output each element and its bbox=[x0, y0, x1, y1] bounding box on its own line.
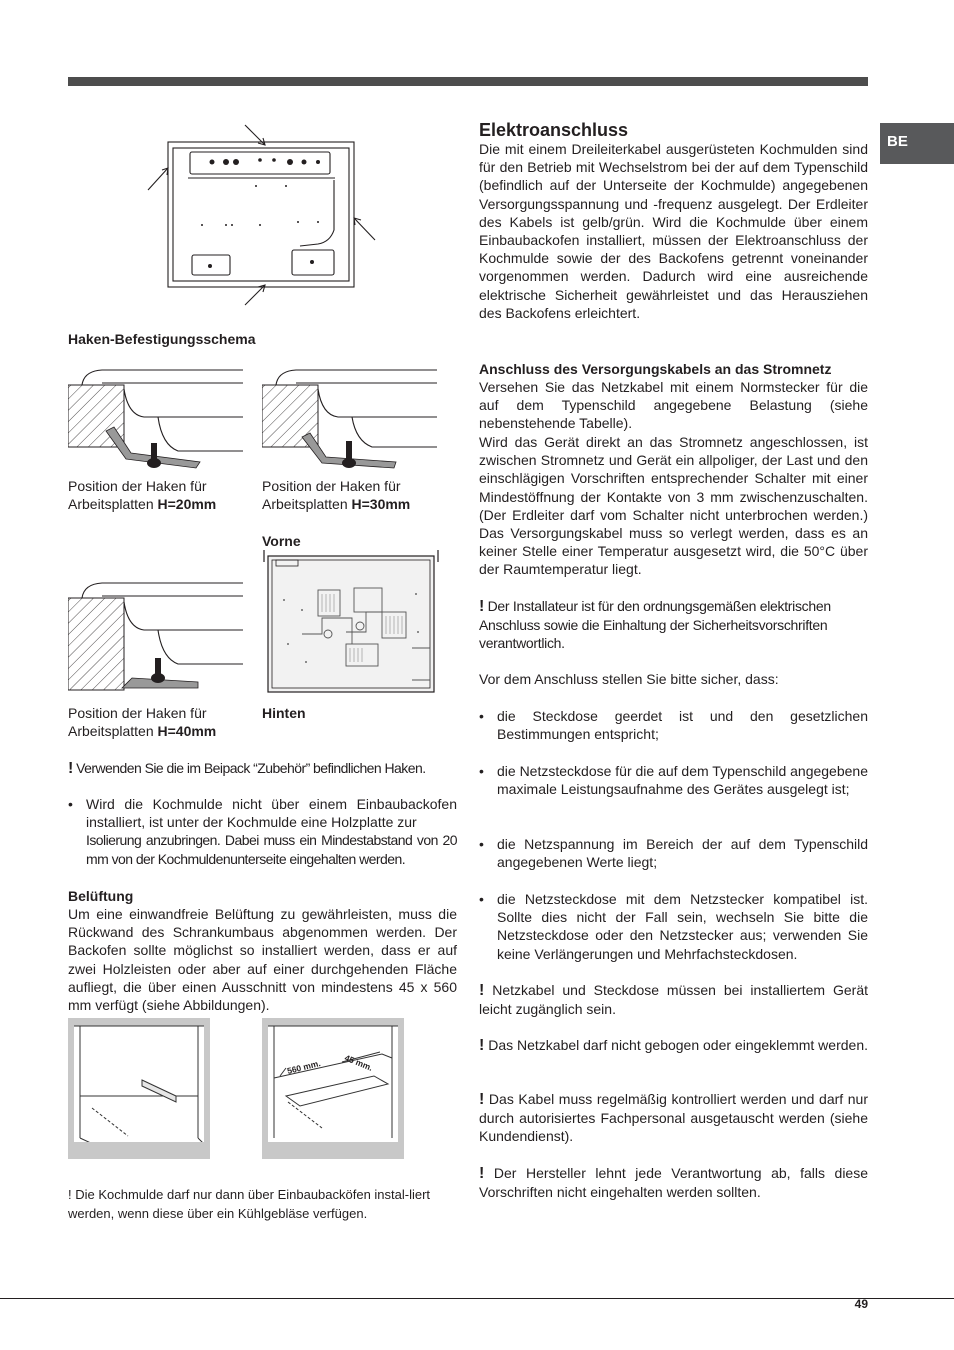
label-front: Vorne bbox=[262, 533, 301, 549]
language-tab: BE bbox=[880, 123, 954, 164]
note-cooling-fan: ! Die Kochmulde darf nur dann über Einbaubacköfen instal-liert werden, wenn diese über ein Kühlgebläse verfügen. bbox=[68, 1187, 431, 1221]
hob-hook-diagram bbox=[140, 120, 380, 310]
hob-underside-diagram bbox=[262, 548, 440, 696]
warning-installer: ! Der Installateur ist für den ordnungsgemäßen elektrischen Anschluss sowie die Einhaltung der Sicherheitsvorschriften verantwortlich. bbox=[479, 598, 831, 652]
checklist-item: • die Netzsteckdose für die auf dem Typenschild angegebene maximale Leistungsaufnahme des Gerätes ausgelegt ist; bbox=[479, 763, 868, 798]
subheading-power-cable: Anschluss des Versorgungskabels an das Stromnetz bbox=[479, 361, 832, 377]
hook-detail-40mm bbox=[68, 578, 244, 696]
header-rule bbox=[68, 77, 868, 86]
warning-liability: ! Der Hersteller lehnt jede Verantwortung ab, falls diese Vorschriften nicht eingehalten werden sollten. bbox=[479, 1165, 868, 1201]
footer-rule bbox=[0, 1298, 954, 1299]
page-number: 49 bbox=[854, 1297, 868, 1311]
checklist-intro: Vor dem Anschluss stellen Sie bitte sicher, dass: bbox=[479, 671, 779, 687]
heading-electrical-connection: Elektroanschluss bbox=[479, 120, 629, 140]
ventilation-figure-cutout bbox=[262, 1018, 404, 1159]
caption-hook-30mm: Position der Haken für Arbeitsplatten H=30mm bbox=[262, 478, 411, 513]
hook-detail-30mm bbox=[262, 365, 438, 475]
label-back: Hinten bbox=[262, 705, 306, 721]
caption-hook-40mm: Position der Haken für Arbeitsplatten H=40mm bbox=[68, 705, 217, 740]
checklist-item: • die Steckdose geerdet ist und den gesetzlichen Bestimmungen entspricht; bbox=[479, 708, 868, 743]
electrical-intro: Die mit einem Dreileiterkabel ausgerüsteten Kochmulden sind für den Betrieb mit Wechselstrom bei der auf dem Typenschild (befindlich auf der Unterseite der Kochmulde) angegebenen Versorgungsspannung und -frequenz ausgelegt. Der Erdleiter des Kabels ist gelb/grün. Wird die Kochmulde über einem Einbaubackofen installiert, müssen der Elektroanschluss der Kochmulde sowie der des Backofens getrennt voneinander vorgenommen werden. Dadurch wird eine ausreichende elektrische Sicherheit gewährleistet und das Herausziehen des Backofens erleichtert. bbox=[479, 141, 868, 321]
para-direct-connection: Wird das Gerät direkt an das Stromnetz angeschlossen, ist zwischen Stromnetz und Gerät ein allpoliger, der Last und den einschlägigen Vorschriften entsprechender Schalter mit einer Mindestöffnung der Kontakte von 3 mm zwischenzuschalten. (Der Erdleiter darf vom Schalter nicht unterbrochen werden.) Das Versorgungskabel muss so verlegt werden, dass es an keiner Stelle einer Temperatur ausgesetzt wird, die 50°C über der Raumtemperatur liegt. bbox=[479, 434, 868, 578]
para-plug: Versehen Sie das Netzkabel mit einem Normstecker für die auf dem Typenschild angegebene Belastung (siehe nebenstehende Tabelle). bbox=[479, 379, 868, 432]
warning-inspection: ! Das Kabel muss regelmäßig kontrolliert werden und darf nur durch autorisiertes Fachpersonal ausgetauscht werden (siehe Kundendienst). bbox=[479, 1091, 869, 1145]
hook-detail-20mm bbox=[68, 365, 244, 475]
ventilation-text: Um eine einwandfreie Belüftung zu gewährleisten, muss die Rückwand des Schrankumbaus abgenommen werden. Der Backofen sollte möglichst so installiert werden, dass er auf zwei Holzleisten oder aber auf einer durchgehenden Fläche aufliegt, die über einen Ausschnitt von mindestens 45 x 560 mm verfügt (siehe Abbildungen). bbox=[68, 906, 457, 1014]
dimension-560-label: 560 mm. bbox=[286, 1058, 322, 1076]
figure-title-hooks: Haken-Befestigungsschema bbox=[68, 331, 256, 347]
warning-hooks: ! Verwenden Sie die im Beipack “Zubehör” befindlichen Haken. bbox=[68, 760, 426, 777]
checklist-item: • die Netzsteckdose mit dem Netzstecker kompatibel ist. Sollte dies nicht der Fall sein, wechseln Sie bitte die Netzsteckdose oder den Netzstecker aus; verwenden Sie keine Verlängerungen und Mehrfachsteckdosen. bbox=[479, 891, 868, 962]
checklist-item: • die Netzspannung im Bereich der auf dem Typenschild angegebenen Werte liegt; bbox=[479, 836, 868, 871]
dimension-45-label: 45 mm. bbox=[343, 1052, 375, 1073]
warning-accessible: ! Netzkabel und Steckdose müssen bei installiertem Gerät leicht zugänglich sein. bbox=[479, 982, 869, 1018]
heading-ventilation: Belüftung bbox=[68, 888, 134, 904]
warning-not-bent: ! Das Netzkabel darf nicht gebogen oder eingeklemmt werden. bbox=[479, 1037, 868, 1054]
caption-hook-20mm: Position der Haken für Arbeitsplatten H=20mm bbox=[68, 478, 217, 513]
bullet-wood-panel: • Wird die Kochmulde nicht über einem Einbaubackofen installiert, ist unter der Kochmulde eine Holzplatte zur Isolierung anzubringen. Dabei muss ein Mindestabstand von 20 mm von der Kochmuldenunterseite eingehalten werden. bbox=[68, 796, 457, 867]
ventilation-figure-strips bbox=[68, 1018, 210, 1159]
